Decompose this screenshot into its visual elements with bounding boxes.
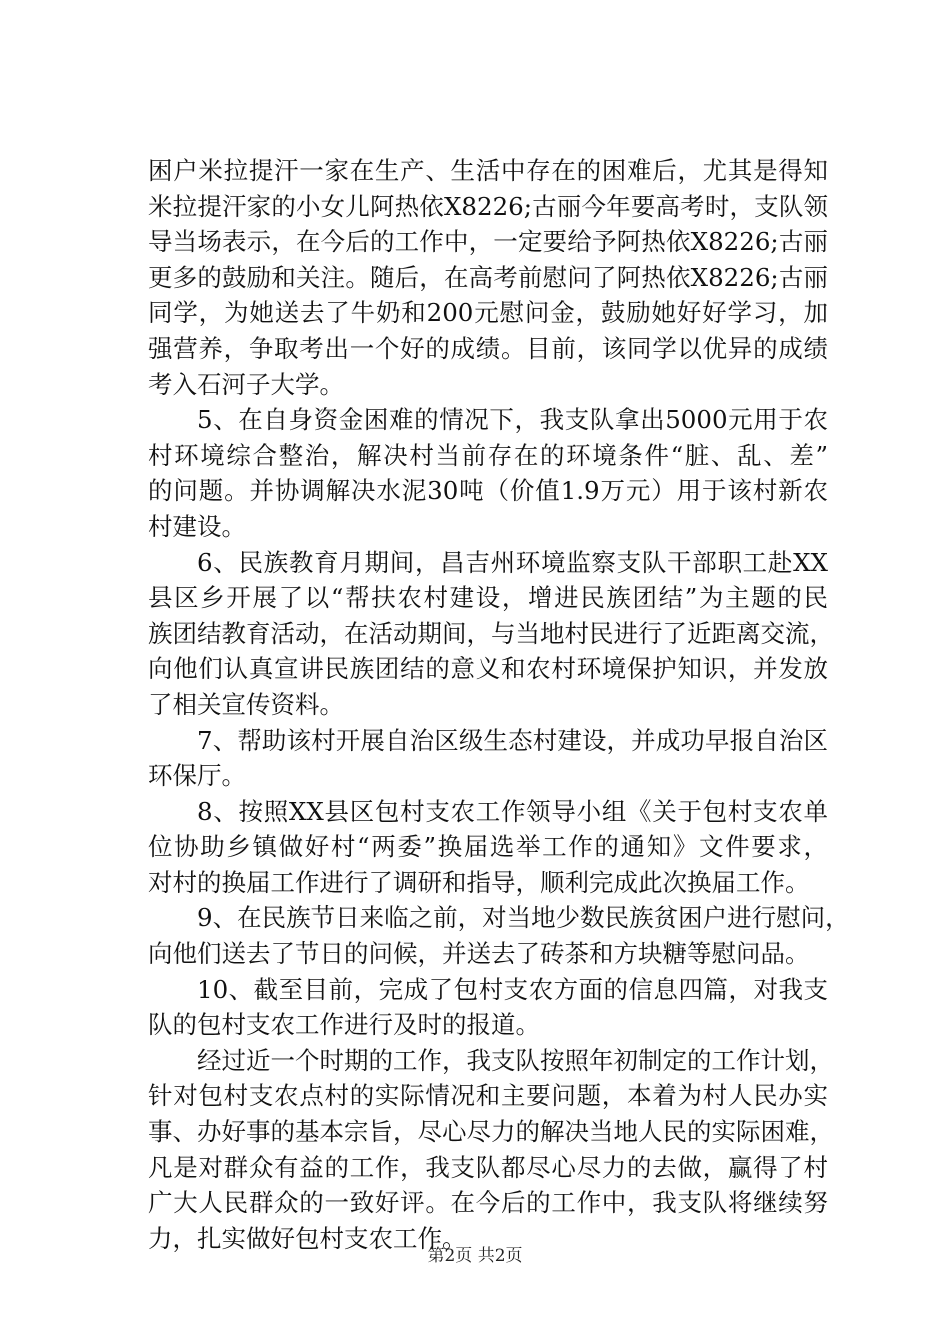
text-line: 向他们送去了节日的问候，并送去了砖茶和方块糖等慰问品。 — [148, 939, 810, 969]
text-line: 村环境综合整治，解决村当前存在的环境条件“脏、乱、差” — [148, 440, 828, 470]
text-line: 6、民族教育月期间，昌吉州环境监察支队干部职工赴XX — [197, 547, 828, 577]
text-line: 的问题。并协调解决水泥30吨（价值1.9万元）用于该村新农 — [148, 476, 828, 506]
text-line: 强营养，争取考出一个好的成绩。目前，该同学以优异的成绩 — [148, 333, 828, 363]
text-line: 事、办好事的基本宗旨，尽心尽力的解决当地人民的实际困难， — [148, 1117, 834, 1147]
text-line: 村建设。 — [148, 511, 246, 541]
text-line: 力，扎实做好包村支农工作。 — [148, 1223, 467, 1253]
text-line: 环保厅。 — [148, 761, 246, 791]
text-line: 针对包村支农点村的实际情况和主要问题，本着为村人民办实 — [148, 1081, 828, 1111]
text-line: 经过近一个时期的工作，我支队按照年初制定的工作计划， — [197, 1045, 834, 1075]
text-line: 8、按照XX县区包村支农工作领导小组《关于包村支农单 — [197, 796, 828, 826]
text-line: 同学，为她送去了牛奶和200元慰问金，鼓励她好好学习，加 — [148, 298, 828, 328]
page-footer: 第2页 共2页 — [427, 1246, 523, 1266]
text-line: 了相关宣传资料。 — [148, 689, 344, 719]
text-line: 向他们认真宣讲民族团结的意义和农村环境保护知识，并发放 — [148, 654, 828, 684]
text-line: 更多的鼓励和关注。随后，在高考前慰问了阿热依X8226;古丽 — [148, 262, 828, 292]
text-line: 对村的换届工作进行了调研和指导，顺利完成此次换届工作。 — [148, 867, 810, 897]
text-line: 队的包村支农工作进行及时的报道。 — [148, 1010, 540, 1040]
text-line: 凡是对群众有益的工作，我支队都尽心尽力的去做，赢得了村 — [148, 1152, 828, 1182]
text-line: 县区乡开展了以“帮扶农村建设，增进民族团结”为主题的民 — [148, 583, 828, 613]
text-line: 广大人民群众的一致好评。在今后的工作中，我支队将继续努 — [148, 1188, 828, 1218]
text-line: 导当场表示，在今后的工作中，一定要给予阿热依X8226;古丽 — [148, 227, 828, 257]
text-line: 考入石河子大学。 — [148, 369, 344, 399]
text-line: 米拉提汗家的小女儿阿热依X8226;古丽今年要高考时，支队领 — [148, 191, 828, 221]
text-line: 困户米拉提汗一家在生产、生活中存在的困难后，尤其是得知 — [148, 156, 828, 185]
text-line: 位协助乡镇做好村“两委”换届选举工作的通知》文件要求， — [148, 832, 828, 862]
text-line: 9、在民族节日来临之前，对当地少数民族贫困户进行慰问， — [197, 903, 850, 933]
text-line: 5、在自身资金困难的情况下，我支队拿出5000元用于农 — [197, 405, 828, 435]
text-line: 族团结教育活动，在活动期间，与当地村民进行了近距离交流， — [148, 618, 834, 648]
text-line: 10、截至目前，完成了包村支农方面的信息四篇，对我支 — [197, 974, 828, 1004]
text-line: 7、帮助该村开展自治区级生态村建设，并成功早报自治区 — [197, 725, 828, 755]
body-text — [148, 153, 850, 1256]
